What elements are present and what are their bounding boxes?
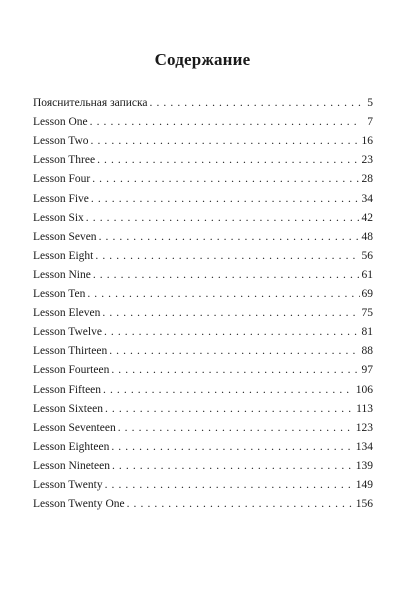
toc-entry	[33, 186, 373, 205]
page-title: Содержание	[154, 50, 251, 69]
dot-leader	[91, 193, 360, 206]
toc-entry	[33, 244, 373, 263]
toc-entry	[33, 110, 373, 129]
dot-leader	[105, 479, 354, 492]
toc-entry-label: Lesson Thirteen	[33, 345, 108, 358]
toc-entry-page: 75	[361, 307, 373, 320]
toc-entry-page: 156	[355, 498, 373, 511]
toc-entry	[33, 282, 373, 301]
dot-leader	[87, 288, 359, 301]
dot-leader	[95, 250, 359, 263]
dot-leader	[111, 364, 359, 377]
toc-entry	[33, 358, 373, 377]
toc-entry-label: Lesson Sixteen	[33, 402, 103, 415]
dot-leader	[97, 154, 359, 167]
toc-entry	[33, 129, 373, 148]
toc-entry-label: Lesson Twelve	[33, 326, 102, 339]
toc-entry-page: 56	[361, 249, 373, 262]
toc-entry-label: Lesson Ten	[33, 288, 86, 301]
toc-entry-label: Lesson Fifteen	[33, 383, 102, 396]
toc-entry-label: Lesson Five	[33, 192, 89, 205]
dot-leader	[109, 345, 359, 358]
toc-entry	[33, 301, 373, 320]
toc-entry	[33, 454, 373, 473]
toc-entry-page: 149	[355, 478, 373, 491]
toc-entry-page: 5	[367, 97, 373, 110]
dot-leader	[104, 326, 360, 339]
toc-entry-label: Lesson Two	[33, 135, 89, 148]
dot-leader	[118, 422, 354, 435]
toc-entry-label: Lesson Seventeen	[33, 421, 116, 434]
toc-entry	[33, 167, 373, 186]
toc-entry-page: 7	[367, 116, 373, 129]
toc-entry	[33, 263, 373, 282]
toc-entry	[33, 148, 373, 167]
dot-leader	[102, 307, 359, 320]
toc-entry-label: Lesson Seven	[33, 230, 97, 243]
toc-entry	[33, 473, 373, 492]
toc-entry-label: Lesson Nine	[33, 268, 91, 281]
toc-entry-page: 34	[361, 192, 373, 205]
toc-entry-label: Lesson Four	[33, 173, 91, 186]
dot-leader	[105, 403, 354, 416]
toc-entry	[33, 320, 373, 339]
toc-entry-page: 28	[361, 173, 373, 186]
toc-entry-page: 61	[361, 268, 373, 281]
toc-entry	[33, 397, 373, 416]
toc-entry-page: 97	[361, 364, 373, 377]
toc-entry	[33, 435, 373, 454]
toc-entry-label: Lesson Eleven	[33, 307, 101, 320]
toc-entry-page: 16	[361, 135, 373, 148]
toc-entry-label: Lesson Fourteen	[33, 364, 110, 377]
toc-entry-page: 81	[361, 326, 373, 339]
toc-entry-label: Lesson Twenty One	[33, 498, 125, 511]
toc-entry-page: 88	[361, 345, 373, 358]
toc-entry-page: 23	[361, 154, 373, 167]
toc-entry-page: 48	[361, 230, 373, 243]
toc-entry-label: Lesson Nineteen	[33, 459, 110, 472]
toc-entry-page: 42	[361, 211, 373, 224]
dot-leader	[99, 231, 360, 244]
dot-leader	[103, 384, 354, 397]
toc-entry	[33, 91, 373, 110]
dot-leader	[111, 441, 353, 454]
dot-leader	[93, 269, 360, 282]
toc-entry-label: Lesson Twenty	[33, 478, 103, 491]
toc-entry-label: Lesson Eighteen	[33, 440, 110, 453]
dot-leader	[112, 460, 354, 473]
toc-entry-page: 113	[356, 402, 373, 415]
toc-entry-page: 134	[355, 440, 373, 453]
toc-entry-label: Lesson One	[33, 116, 88, 129]
toc-entry-page: 106	[355, 383, 373, 396]
toc-entry-label: Lesson Three	[33, 154, 96, 167]
dot-leader	[91, 135, 360, 148]
toc-entry-label: Пояснительная записка	[33, 97, 148, 110]
table-of-contents	[33, 91, 373, 511]
toc-entry	[33, 377, 373, 396]
dot-leader	[127, 498, 354, 511]
toc-entry	[33, 225, 373, 244]
toc-entry-page: 69	[361, 288, 373, 301]
toc-entry-page: 139	[355, 459, 373, 472]
toc-entry	[33, 339, 373, 358]
toc-entry	[33, 492, 373, 511]
dot-leader	[90, 116, 361, 129]
toc-entry-label: Lesson Eight	[33, 249, 94, 262]
toc-entry-page: 123	[355, 421, 373, 434]
dot-leader	[92, 173, 359, 186]
toc-entry	[33, 416, 373, 435]
dot-leader	[150, 97, 361, 110]
dot-leader	[86, 212, 360, 225]
toc-entry	[33, 206, 373, 225]
toc-entry-label: Lesson Six	[33, 211, 84, 224]
